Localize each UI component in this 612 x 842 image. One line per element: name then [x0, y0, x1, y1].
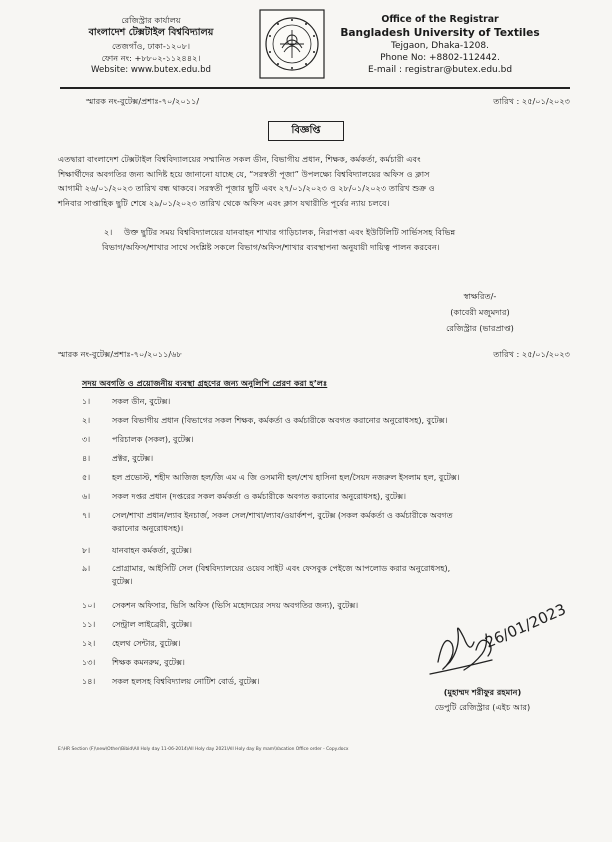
- office-name-bn: রেজিস্ট্রার কার্যালয়: [121, 15, 181, 25]
- item-text: সেল/শাখা প্রধান/ল্যাব ইনচার্জ, সকল সেল/শাখা/ল্যাব/ওয়ার্কশপ, বুটেক্স (সকল কর্মকর্তা ও কর্মচারীকে অবগত: [112, 511, 453, 520]
- item-text-continuation: বুটেক্স।: [112, 577, 133, 586]
- item-text: সকল বিভাগীয় প্রধান (বিভাগের সকল শিক্ষক, কর্মকর্তা ও কর্মচারীকে অবগত করানোর অনুরোধসহ), বুটেক্স।: [112, 416, 448, 425]
- memo-ref-1: স্মারক নং-বুটেক্স/প্রশাঃ-৭০/২০১১/: [86, 96, 200, 106]
- item-number: ১।: [82, 397, 91, 406]
- university-name-bn: বাংলাদেশ টেক্সটাইল বিশ্ববিদ্যালয়: [88, 27, 214, 38]
- para2-number: ২।: [104, 227, 113, 237]
- item-text: প্রক্টর, বুটেক্স।: [112, 454, 154, 463]
- signatory-name-2: (মুহাম্মদ শরীফুর রহমান): [443, 687, 522, 697]
- item-number: ২।: [82, 416, 91, 425]
- signature-block-1: [400, 288, 560, 336]
- handwritten-date: 26/01/2023: [482, 604, 568, 652]
- item-number: ১১।: [82, 620, 96, 629]
- list-item: [82, 509, 572, 539]
- notice-title: বিজ্ঞপ্তি: [268, 121, 344, 141]
- signature-scribble-icon: [418, 604, 568, 684]
- item-text: হল প্রভোস্ট, শহীদ আজিজ হল/জি এম এ জি ওসমানী হল/শেখ হাসিনা হল/সৈয়দ নজরুল ইসলাম হল, বুটেক্স।: [112, 473, 460, 482]
- item-number: ১০।: [82, 601, 96, 610]
- university-name-en: Bangladesh University of Textiles: [340, 27, 540, 39]
- item-number: ১৩।: [82, 658, 96, 667]
- phone-bn: ফোন নং: +৮৮০২-১১২৪৪২।: [101, 53, 201, 63]
- notice-paragraph-2: [102, 225, 574, 254]
- signatory-name-1: (কাবেরী মজুমদার): [450, 307, 510, 317]
- item-text: পরিচালক (সকল), বুটেক্স।: [112, 435, 194, 444]
- signature-block-2: [395, 685, 570, 715]
- header-right: [340, 14, 540, 76]
- item-number: ৭।: [82, 511, 91, 520]
- phone-en: Phone No: +8802-112442.: [380, 53, 500, 63]
- item-number: ৪।: [82, 454, 91, 463]
- signatory-designation-2: ডেপুটি রেজিস্ট্রার (এইচ আর): [434, 702, 531, 712]
- para1-line-4: শনিবার সাপ্তাহিক ছুটি শেষে ২৯/০১/২০২৩ তারিখ থেকে অফিস এবং ক্লাস যথারীতি পূর্বের ন্যায় চলবে।: [58, 197, 390, 208]
- office-name-en: Office of the Registrar: [381, 14, 499, 25]
- item-number: ৮।: [82, 546, 91, 555]
- website[interactable]: Website: www.butex.edu.bd: [91, 65, 211, 75]
- notice-paragraph-1: [58, 152, 573, 210]
- item-text-continuation: করানোর অনুরোধসহ)।: [112, 524, 184, 533]
- footer-file-path: E:\HR Section (F)\new\Other\Bibid\All Holy day 11-06-2014\All Holy day 2021\All Holy day By mam\Vacation Office order - Copy.docx: [58, 747, 349, 752]
- item-text: সকল দপ্তর প্রধান (দপ্তরের সকল কর্মকর্তা ও কর্মচারীকে অবগত করানোর অনুরোধসহ), বুটেক্স।: [112, 492, 407, 501]
- item-text: সেকশন অফিসার, ভিসি অফিস (ভিসি মহোদয়ের সদয় অবগতির জন্য), বুটেক্স।: [112, 601, 359, 610]
- distribution-heading: সদয় অবগতি ও প্রয়োজনীয় ব্যবস্থা গ্রহণের জন্য অনুলিপি প্রেরণ করা হ’লঃ: [82, 378, 328, 388]
- item-text-block: [112, 562, 572, 588]
- item-number: ১৪।: [82, 677, 96, 686]
- memo-date-2: তারিখ : ২৫/০১/২০২৩: [493, 349, 570, 359]
- item-number: ৯।: [82, 564, 91, 573]
- item-text: সকল ডীন, বুটেক্স।: [112, 397, 171, 406]
- item-text: প্রোগ্রামার, আইসিটি সেল (বিশ্ববিদ্যালয়ের ওয়েব সাইট এবং ফেসবুক পেইজে আপলোড করার অনুরোধসহ),: [112, 564, 451, 573]
- email[interactable]: E-mail : registrar@butex.edu.bd: [367, 65, 513, 75]
- memo-date-1: তারিখ : ২৫/০১/২০২৩: [493, 96, 570, 106]
- para2-line-2: বিভাগ/অফিস/শাখার সাথে সংশ্লিষ্ট সকলে বিভাগ/অফিস/শাখার ব্যবস্থাপনা অনুযায়ী দায়িত্ব পালন করবেন।: [102, 241, 440, 252]
- para2-line-1: উক্ত ছুটির সময় বিশ্ববিদ্যালয়ের যানবাহন শাখার গাড়িচালক, নিরাপত্তা এবং ইউটিলিটি সার্ভিসসহ বিভিন্ন: [124, 227, 456, 237]
- signatory-designation-1: রেজিস্ট্রার (ভারপ্রাপ্ত): [446, 323, 514, 333]
- header-left: [66, 14, 236, 76]
- signed-label: স্বাক্ষরিত/-: [463, 291, 497, 301]
- header-divider: [60, 87, 570, 89]
- address-bn: তেজগাঁও, ঢাকা-১২০৮।: [111, 41, 191, 51]
- item-text: সেন্ট্রাল লাইব্রেরী, বুটেক্স।: [112, 620, 192, 629]
- para1-line-3: আগামী ২৬/০১/২০২৩ তারিখ বন্ধ থাকবে। সরস্বতী পূজার ছুটি এবং ২৭/০১/২০২৩ ও ২৮/০১/২০২৩ তারিখ শুক্র ও: [58, 183, 435, 193]
- item-number: ৩।: [82, 435, 91, 444]
- para1-line-1: এতদ্বারা বাংলাদেশ টেক্সটাইল বিশ্ববিদ্যালয়ের সম্মানিত সকল ডীন, বিভাগীয় প্রধান, শিক্ষক, কর্মকর্তা, কর্মচারী এবং: [58, 154, 421, 164]
- item-number: ৫।: [82, 473, 91, 482]
- butex-emblem-icon: [254, 8, 330, 80]
- item-number: ৬।: [82, 492, 91, 501]
- item-text: সকল হলসহ বিশ্ববিদ্যালয় নোটিশ বোর্ড, বুটেক্স।: [112, 677, 260, 686]
- para1-line-2: শিক্ষার্থীদের অবগতির জন্য আদিষ্ট হয়ে জানানো যাচ্ছে যে, “সরস্বতী পূজা” উপলক্ষ্যে বিশ্ববিদ্যালয়ের অফিস ও ক্লাস: [58, 168, 430, 179]
- memo-ref-2: স্মারক নং-বুটেক্স/প্রশাঃ-৭০/২০১১/৬৮: [58, 349, 182, 359]
- item-text: যানবাহন কর্মকর্তা, বুটেক্স।: [112, 546, 192, 555]
- university-logo: [254, 8, 330, 80]
- item-number: ১২।: [82, 639, 96, 648]
- item-text-block: [112, 509, 572, 535]
- address-en: Tejgaon, Dhaka-1208.: [391, 41, 489, 51]
- item-text: হেলথ সেন্টার, বুটেক্স।: [112, 639, 181, 648]
- item-text: শিক্ষক কমনরুম, বুটেক্স।: [112, 658, 185, 667]
- list-item: [82, 562, 572, 592]
- handwritten-signature: [418, 604, 568, 684]
